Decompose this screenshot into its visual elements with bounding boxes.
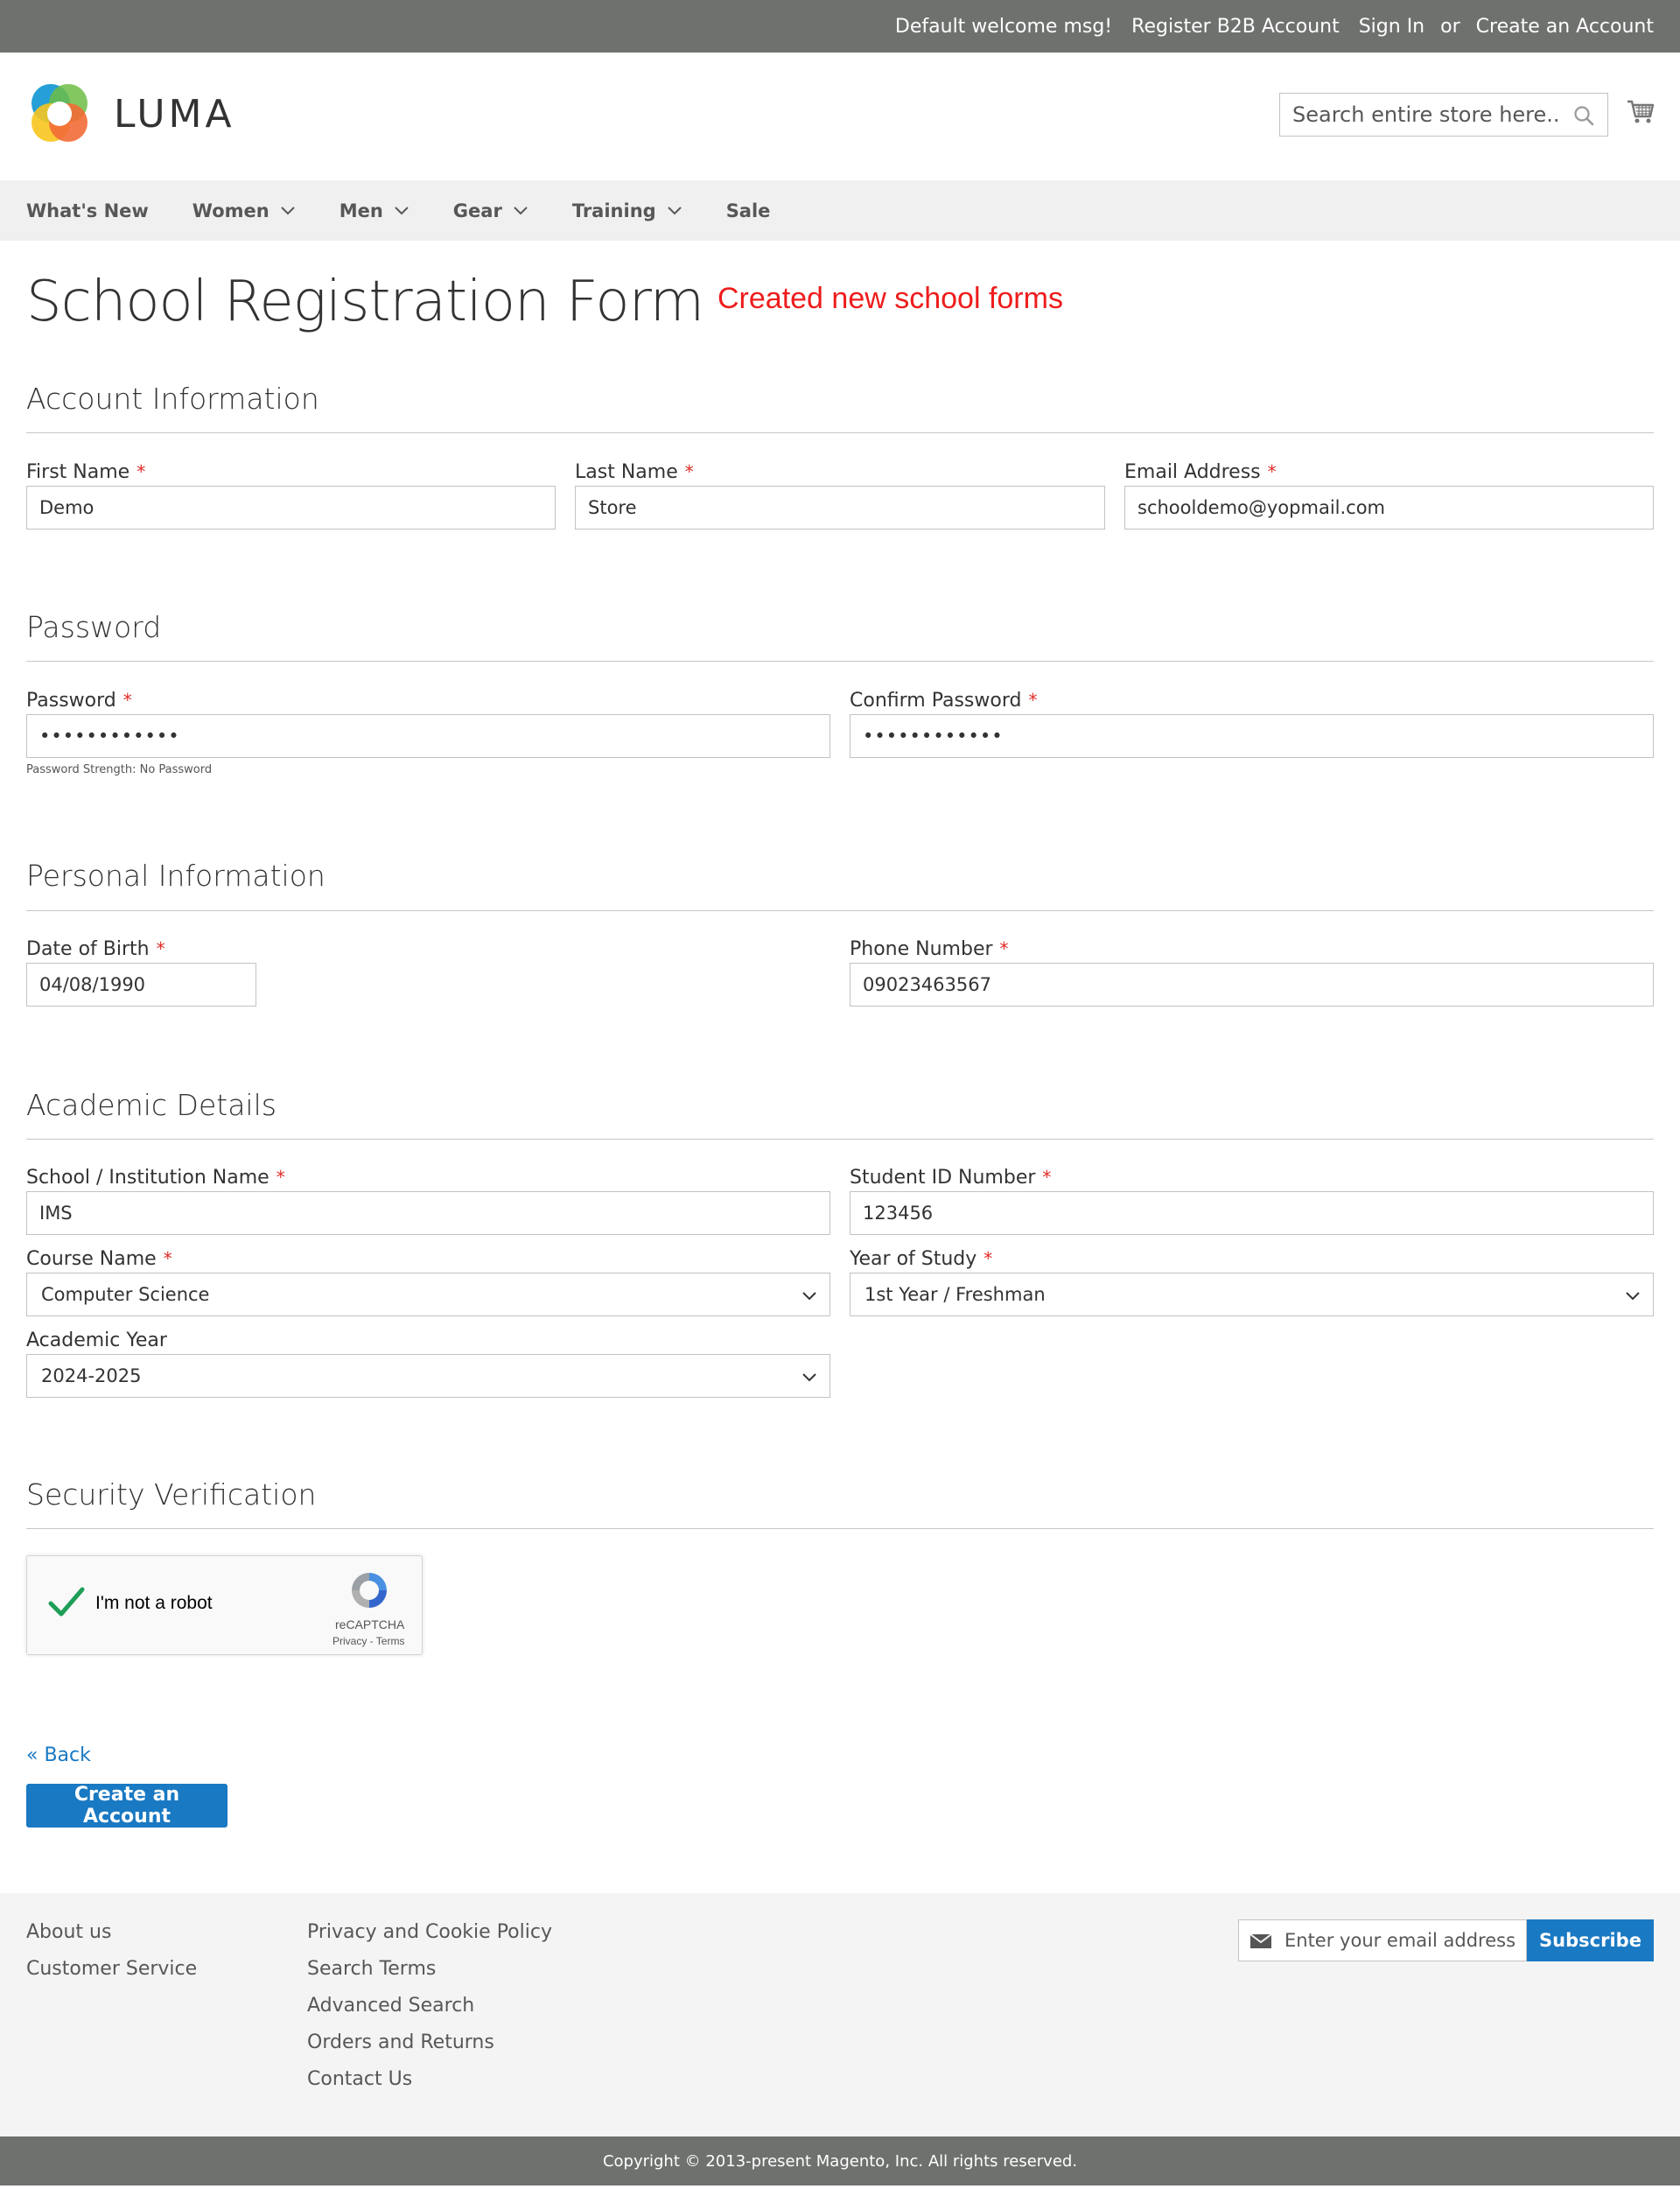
footer-link-search-terms[interactable]: Search Terms: [307, 1958, 437, 1980]
promo-message: Created new school forms: [718, 282, 1063, 315]
nav-item-men[interactable]: Men: [340, 200, 410, 221]
year-of-study-value: 1st Year / Freshman: [864, 1284, 1046, 1305]
section-title-academic: Academic Details: [26, 1088, 276, 1122]
email-input[interactable]: schooldemo@yopmail.com: [1124, 486, 1654, 530]
student-id-input[interactable]: 123456: [850, 1191, 1654, 1235]
page-title: School Registration Form: [26, 270, 704, 334]
chevron-down-icon: [394, 206, 410, 216]
footer-link-orders-returns[interactable]: Orders and Returns: [307, 2031, 494, 2053]
chevron-down-icon: [513, 206, 528, 216]
chevron-down-icon: [667, 206, 682, 216]
nav-item-whats-new[interactable]: What's New: [26, 200, 149, 221]
academic-year-select[interactable]: [26, 1354, 830, 1398]
confirm-password-label: Confirm Password *: [850, 690, 1038, 712]
nav-item-sale[interactable]: Sale: [725, 200, 771, 221]
search-input[interactable]: [1280, 94, 1560, 136]
first-name-label: First Name *: [26, 461, 146, 483]
school-name-label: School / Institution Name *: [26, 1167, 285, 1189]
chevron-down-icon: [280, 206, 296, 216]
top-links: [876, 0, 1654, 53]
newsletter-box: [1238, 1919, 1527, 1961]
year-of-study-select[interactable]: [850, 1273, 1654, 1316]
copyright-bar: [0, 2136, 1680, 2185]
password-input[interactable]: ••••••••••••: [26, 714, 830, 758]
student-id-label: Student ID Number *: [850, 1167, 1052, 1189]
phone-label: Phone Number *: [850, 938, 1009, 960]
section-divider: [26, 661, 1654, 662]
main-navigation: [0, 180, 1680, 241]
last-name-input[interactable]: Store: [575, 486, 1105, 530]
header: [0, 53, 1680, 180]
chevron-down-icon: [802, 1291, 817, 1301]
register-b2b-link[interactable]: Register B2B Account: [1131, 15, 1340, 38]
confirm-password-input[interactable]: ••••••••••••: [850, 714, 1654, 758]
chevron-down-icon: [802, 1372, 817, 1383]
course-name-select[interactable]: [26, 1273, 830, 1316]
search-box: [1279, 93, 1608, 137]
course-name-value: Computer Science: [41, 1284, 210, 1305]
year-of-study-label: Year of Study *: [850, 1248, 993, 1270]
copyright-text: Copyright © 2013-present Magento, Inc. All rights reserved.: [602, 2151, 1078, 2171]
top-bar: [0, 0, 1680, 53]
luma-logo-icon: [26, 81, 93, 147]
last-name-label: Last Name *: [575, 461, 694, 483]
sign-in-link[interactable]: Sign In: [1358, 15, 1425, 38]
footer-link-about-us[interactable]: About us: [26, 1921, 112, 1943]
welcome-message: Default welcome msg!: [894, 15, 1113, 38]
section-title-security: Security Verification: [26, 1477, 317, 1512]
course-name-label: Course Name *: [26, 1248, 172, 1270]
newsletter-email-input[interactable]: [1284, 1920, 1521, 1961]
subscribe-button[interactable]: Subscribe: [1527, 1919, 1654, 1961]
recaptcha-text: I'm not a robot: [95, 1593, 213, 1613]
nav-item-gear[interactable]: Gear: [453, 200, 528, 221]
footer-link-advanced-search[interactable]: Advanced Search: [307, 1995, 475, 2017]
section-title-password: Password: [26, 610, 162, 644]
nav-item-women[interactable]: Women: [192, 200, 296, 221]
footer: [0, 1893, 1680, 2136]
chevron-down-icon: [1625, 1291, 1641, 1301]
first-name-input[interactable]: Demo: [26, 486, 556, 530]
checkmark-icon[interactable]: [46, 1582, 87, 1623]
nav-item-training[interactable]: Training: [572, 200, 682, 221]
footer-link-contact-us[interactable]: Contact Us: [307, 2068, 413, 2090]
dob-label: Date of Birth *: [26, 938, 165, 960]
recaptcha-widget: [26, 1555, 423, 1655]
academic-year-label: Academic Year: [26, 1330, 167, 1351]
footer-link-customer-service[interactable]: Customer Service: [26, 1958, 198, 1980]
create-account-link[interactable]: Create an Account: [1475, 15, 1654, 38]
section-divider: [26, 910, 1654, 911]
cart-icon[interactable]: [1626, 96, 1656, 126]
recaptcha-logo-icon: [347, 1568, 391, 1612]
back-link[interactable]: « Back: [26, 1744, 91, 1766]
password-strength-hint: Password Strength: No Password: [26, 763, 213, 776]
footer-link-privacy-policy[interactable]: Privacy and Cookie Policy: [307, 1921, 552, 1943]
section-title-account: Account Information: [26, 382, 319, 416]
create-account-button[interactable]: Create an Account: [26, 1784, 228, 1828]
logo[interactable]: [26, 81, 235, 147]
phone-input[interactable]: 09023463567: [850, 963, 1654, 1007]
recaptcha-terms-link[interactable]: Privacy - Terms: [332, 1635, 405, 1647]
email-label: Email Address *: [1124, 461, 1277, 483]
section-divider: [26, 1528, 1654, 1529]
password-label: Password *: [26, 690, 132, 712]
or-text: or: [1440, 15, 1460, 38]
section-divider: [26, 432, 1654, 433]
logo-text: LUMA: [114, 91, 235, 137]
recaptcha-brand: reCAPTCHA: [335, 1617, 405, 1631]
academic-year-value: 2024-2025: [41, 1365, 142, 1386]
envelope-icon: [1250, 1933, 1272, 1950]
school-name-input[interactable]: IMS: [26, 1191, 830, 1235]
section-title-personal: Personal Information: [26, 859, 326, 893]
search-icon[interactable]: [1572, 104, 1595, 127]
section-divider: [26, 1139, 1654, 1140]
dob-input[interactable]: 04/08/1990: [26, 963, 256, 1007]
